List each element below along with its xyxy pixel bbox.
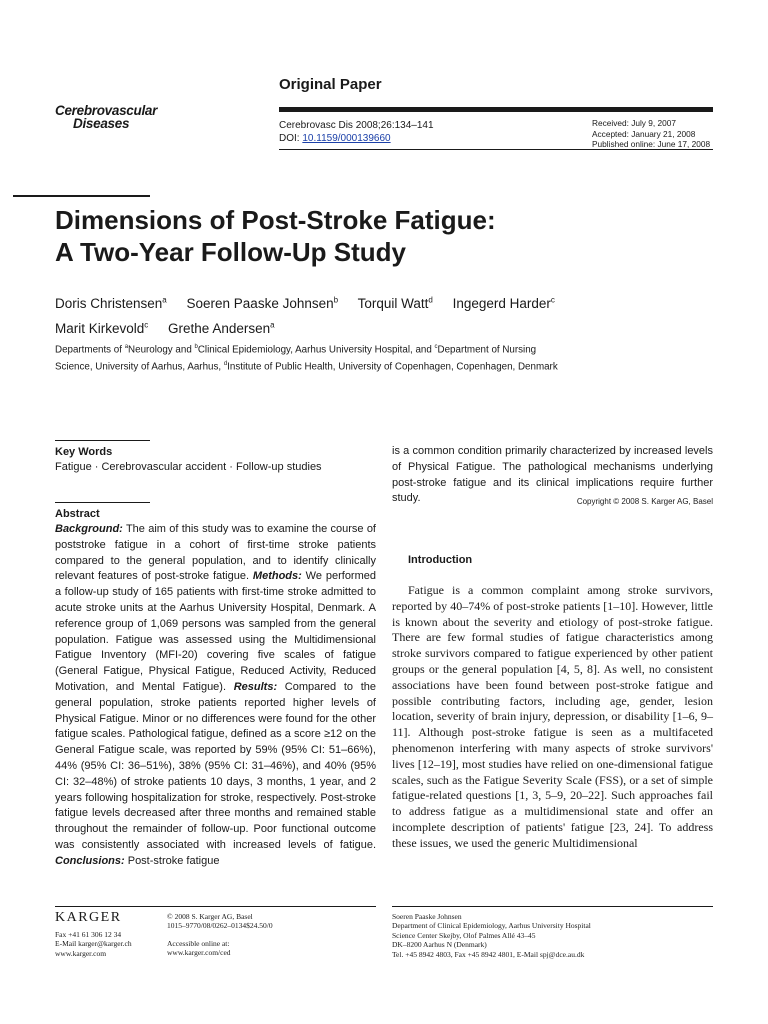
affiliation-text: Institute of Public Health, University of Copenhagen, Copenhagen, Denmark [227, 361, 558, 373]
title-line1: Dimensions of Post-Stroke Fatigue: [55, 205, 496, 235]
correspondence-address2: DK–8200 Aarhus N (Denmark) [392, 940, 487, 950]
affiliation-mark: b [194, 344, 198, 350]
introduction-body: Fatigue is a common complaint among stroke survivors, reported by 40–74% of post-stroke patients [1–10]. However, little is known about the severity and etiology of post-stroke fatigue. There are few formal studies of fatigue characteristics among stroke survivors compared to fatigue experienced by other patient groups or the general population [4, 5, 8]. As well, no consistent associations have been found between post-stroke fatigue and possible contributing factors, including age, gender, lesion location, severity of brain injury, depression, or disability [1–6, 9–11]. Although post-stroke fatigue is seen as a multifaceted phenomenon interfering with many aspects of stroke survivors' lives [12–19], most studies have relied on one-dimensional fatigue scales, such as the Fatigue Severity Scale (FSS), or a set of simple fatigue-related questions [1, 3, 5–9, 20–22]. Such approaches fail to address fatigue as a multidimensional state and offer an incomplete description of patients' fatigue [23, 24]. To address these issues, we used the generic Multidimensional [392, 583, 713, 850]
publication-info [167, 912, 273, 958]
section-type-label: Original Paper [279, 76, 382, 93]
journal-logo-line1: Cerebrovascular [55, 103, 158, 118]
affiliation-text: Departments of [55, 344, 125, 356]
accepted-date: Accepted: January 21, 2008 [592, 128, 696, 139]
publisher-email[interactable]: E-Mail karger@karger.ch [55, 939, 132, 949]
journal-url[interactable]: www.karger.com/ced [167, 948, 231, 958]
footer-copyright: © 2008 S. Karger AG, Basel [167, 912, 253, 921]
author-affiliation-mark: a [162, 295, 167, 304]
footer-rule-right [392, 906, 713, 907]
background-label: Background: [55, 523, 123, 535]
doi-label: DOI: [279, 133, 303, 144]
abstract-body [55, 522, 376, 870]
author-name: Torquil Watt [357, 295, 429, 311]
conclusions-label: Conclusions: [55, 854, 125, 867]
issn-line: 1015–9770/08/0262–0134$24.50/0 [167, 921, 273, 931]
author [55, 321, 148, 336]
author-name: Soeren Paaske Johnsen [186, 295, 334, 311]
doi-line [279, 132, 434, 145]
author-affiliation-mark: a [270, 320, 275, 330]
author-name: Doris Christensen [55, 295, 163, 311]
conclusions-text: Post-stroke fatigue [124, 854, 220, 867]
doi-link[interactable]: 10.1159/000139660 [302, 133, 391, 144]
received-date: Received: July 9, 2007 [592, 118, 676, 128]
affiliation-text: Department of Nursing Science, University of Aarhus, Aarhus, [55, 344, 537, 373]
keywords-rule [55, 440, 150, 441]
affiliation-text: Neurology and [128, 344, 195, 356]
methods-text: We performed a follow-up study of 165 patients with first-time stroke admitted to acute stroke units at the Aarhus University Hospital, Denmark. A reference group of 1,069 persons was sampled from the general population. Fatigue was assessed using the Multidimensional Fatigue Inventory (MFI-20) covering five scales of fatigue (General Fatigue, Physical Fatigue, Reduced Activity, Reduced Motivation, and Mental Fatigue). [55, 570, 376, 693]
keywords-text: Fatigue · Cerebrovascular accident · Follow-up studies [55, 461, 322, 473]
abstract-continued [392, 444, 713, 510]
abstract-heading: Abstract [55, 508, 100, 520]
title-line2: A Two-Year Follow-Up Study [55, 237, 406, 267]
author-name: Marit Kirkevold [55, 321, 145, 336]
dates-block [592, 118, 710, 150]
correspondence-block [392, 912, 591, 959]
correspondence-address1: Science Center Skejby, Olof Palmes Allé 43–45 [392, 930, 536, 940]
abstract-rule [55, 502, 150, 503]
correspondence-name: Soeren Paaske Johnsen [392, 912, 462, 921]
publisher-website[interactable]: www.karger.com [55, 948, 107, 958]
results-label: Results: [233, 680, 278, 693]
abstract-copyright: Copyright © 2008 S. Karger AG, Basel [576, 497, 713, 507]
author [453, 296, 555, 311]
affiliations [55, 340, 575, 375]
abstract-continued-text: is a common condition primarily characterized by increased levels of Physical Fatigue. The pathological mechanisms underlying post-stroke fatigue and its clinical implications require further study. [392, 445, 713, 505]
correspondence-contact: Tel. +45 8942 4803, Fax +45 8942 4801, E-Mail spj@dce.au.dk [392, 949, 585, 959]
author-affiliation-mark: c [550, 295, 555, 304]
article-title [55, 204, 735, 268]
accessible-label: Accessible online at: [167, 938, 230, 948]
publisher-fax: Fax +41 61 306 12 34 [55, 930, 122, 939]
author-name: Grethe Andersen [168, 321, 271, 336]
keywords-heading: Key Words [55, 446, 113, 458]
author-list [55, 289, 735, 340]
author-affiliation-mark: c [144, 320, 149, 330]
introduction-heading: Introduction [408, 554, 473, 566]
background-text: The aim of this study was to examine the course of poststroke fatigue in a cohort of first-time stroke patients compared to the general population, and to identify clinically relevant features of post-stroke fatigue. [55, 523, 376, 583]
header-thick-rule [279, 107, 713, 112]
author-affiliation-mark: b [333, 295, 339, 304]
title-rule [13, 195, 150, 197]
correspondence-dept: Department of Clinical Epidemiology, Aarhus University Hospital [392, 921, 591, 931]
author [55, 296, 167, 311]
author-name: Ingegerd Harder [452, 295, 551, 311]
publisher-contact [55, 930, 132, 958]
journal-logo-line2: Diseases [73, 116, 130, 131]
footer-rule-left [55, 906, 376, 907]
author-affiliation-mark: d [428, 295, 433, 304]
affiliation-mark: d [223, 361, 228, 368]
citation-block [279, 119, 434, 145]
author [187, 296, 339, 311]
affiliation-mark: a [124, 344, 129, 350]
journal-logo [55, 104, 175, 130]
author [168, 321, 275, 336]
published-date: Published online: June 17, 2008 [592, 139, 711, 149]
results-text: Compared to the general population, stroke patients reported higher levels of Physical Fatigue. Minor or no differences were found for the other fatigue scales. Pathological fatigue, defined as a score ≥12 on the General Fatigue scale, was reported by 59% (95% CI: 51–66%), 44% (95% CI: 36–51%), 38% (95% CI: 31–46%), and 40% (95% CI: 32–48%) of stroke patients 10 days, 3 months, 1 year, and 2 years following hospitalization for stroke, respectively. Post-stroke fatigue levels decreased after three months and remained stable throughout the remainder of follow-up. Poor functional outcome was consistently associated with increased levels of fatigue. [55, 680, 376, 851]
methods-label: Methods: [252, 570, 302, 583]
publisher-logo: KARGER [55, 910, 122, 925]
affiliation-mark: c [434, 344, 438, 350]
citation-text: Cerebrovasc Dis 2008;26:134–141 [279, 120, 434, 131]
author [358, 296, 433, 311]
affiliation-text: Clinical Epidemiology, Aarhus University Hospital, and [197, 344, 435, 356]
